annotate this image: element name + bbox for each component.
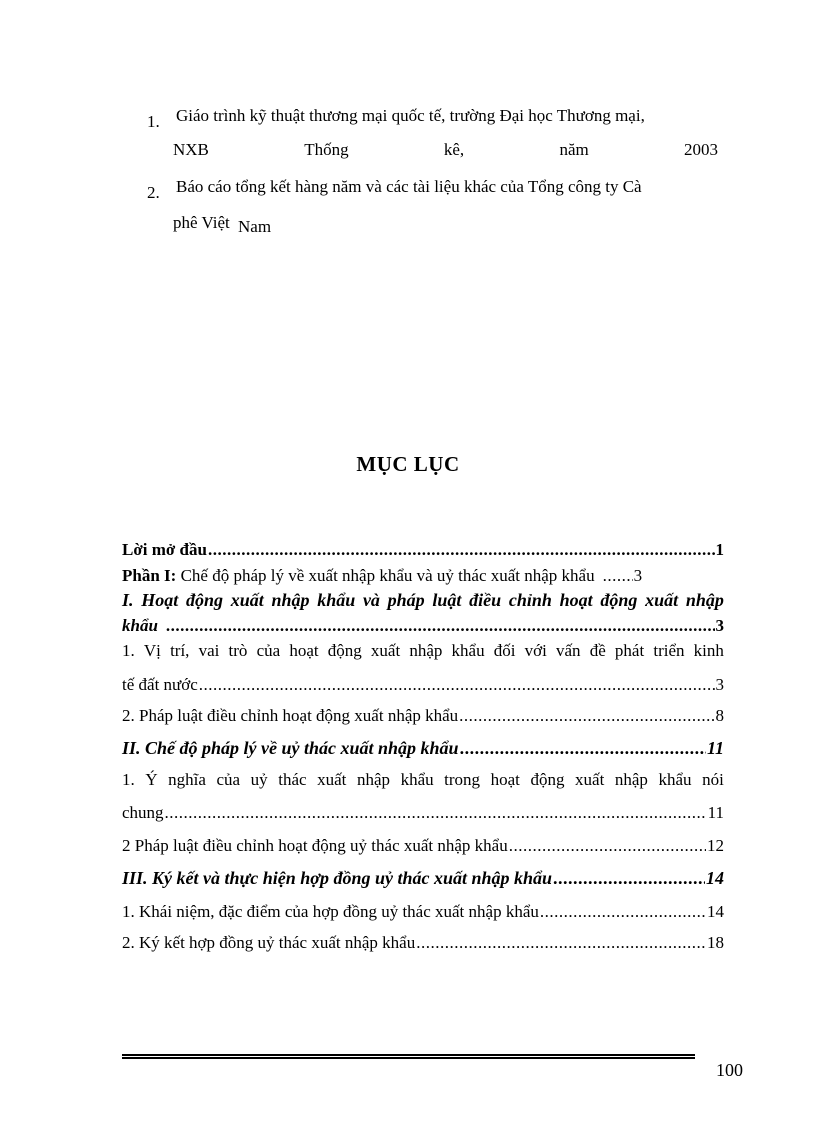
- toc-entry-3-1[interactable]: [122, 902, 724, 922]
- toc-dot-leader: [553, 868, 705, 889]
- toc-page-number: 18: [707, 933, 724, 952]
- toc-word: xuất: [645, 590, 679, 610]
- reference-1-word: Thống: [304, 140, 349, 159]
- toc-page-number: 3: [633, 566, 643, 585]
- toc-entry-3-2[interactable]: [122, 933, 724, 953]
- reference-1-line2: [173, 140, 718, 160]
- toc-word: hoạt: [559, 590, 593, 610]
- reference-2-number: 2.: [147, 183, 160, 202]
- toc-entry-text: 1. Khái niệm, đặc điểm của hợp đồng uỷ thác xuất nhập khẩu: [122, 902, 539, 921]
- toc-word: phát: [614, 641, 645, 660]
- toc-entry-1-2[interactable]: [122, 706, 724, 726]
- toc-page-number: 8: [715, 706, 724, 725]
- toc-dot-leader: [460, 738, 706, 759]
- toc-dot-leader: [459, 706, 714, 726]
- toc-page-number: 12: [707, 836, 724, 855]
- toc-dot-leader: [603, 566, 633, 586]
- toc-word: đối: [493, 641, 516, 660]
- toc-word: khẩu: [451, 641, 485, 660]
- toc-word: Vị: [143, 641, 161, 660]
- toc-entry-text: 2. Pháp luật điều chỉnh hoạt động xuất nhập khẩu: [122, 706, 459, 725]
- reference-2-line2-start: phê Việt: [173, 213, 230, 232]
- toc-word: vai: [198, 641, 220, 660]
- toc-page-number: 14: [706, 868, 724, 888]
- toc-word: và: [362, 590, 380, 610]
- reference-1-word: kê,: [443, 140, 465, 159]
- toc-word: nói: [702, 770, 724, 789]
- toc-word: chỉnh: [508, 590, 552, 610]
- toc-word: nhập: [356, 770, 390, 789]
- toc-word: kinh: [693, 641, 724, 660]
- toc-word: khẩu: [317, 590, 356, 610]
- toc-word: trong: [444, 770, 481, 789]
- toc-page-number: 3: [715, 616, 724, 635]
- toc-dot-leader: [166, 616, 715, 636]
- toc-title: MỤC LỤC: [356, 452, 460, 476]
- page-number: 100: [716, 1060, 743, 1080]
- toc-word: I.: [122, 590, 134, 610]
- toc-entry-2-1-line1[interactable]: [122, 770, 724, 790]
- toc-word: xuất: [230, 590, 264, 610]
- toc-word: của: [256, 641, 281, 660]
- toc-entry-1-1-line1[interactable]: [122, 641, 724, 661]
- toc-dot-leader: [165, 803, 707, 823]
- toc-entry-section-2[interactable]: [122, 738, 724, 759]
- footer-divider: [122, 1054, 695, 1059]
- toc-entry-text: 2. Ký kết hợp đồng uỷ thác xuất nhập khẩu: [122, 933, 416, 952]
- toc-word: động: [327, 641, 362, 660]
- toc-word: Ý: [145, 770, 158, 789]
- toc-entry-section-1-line2[interactable]: [122, 616, 724, 636]
- toc-word: của: [216, 770, 241, 789]
- toc-entry-text: 2 Pháp luật điều chỉnh hoạt động uỷ thác xuất nhập khẩu: [122, 836, 508, 855]
- toc-word: khẩu: [400, 770, 434, 789]
- toc-entry-2-1-line2[interactable]: [122, 803, 724, 823]
- toc-word: luật: [432, 590, 462, 610]
- toc-word: động: [600, 590, 638, 610]
- toc-entry-text: khẩu: [122, 616, 158, 635]
- toc-word: hoạt: [490, 770, 520, 789]
- toc-word: hoạt: [289, 641, 319, 660]
- toc-word: điều: [469, 590, 502, 610]
- toc-word: nghĩa: [168, 770, 206, 789]
- toc-page-number: 14: [707, 902, 724, 921]
- toc-word: xuất: [575, 770, 605, 789]
- reference-1-line1: Giáo trình kỹ thuật thương mại quốc tế, trường Đại học Thương mại,: [176, 106, 645, 125]
- toc-entry-intro[interactable]: [122, 540, 724, 560]
- toc-entry-text: chung: [122, 803, 164, 822]
- toc-entry-section-3[interactable]: [122, 868, 724, 889]
- reference-1-word: NXB: [173, 140, 209, 159]
- toc-word: trò: [228, 641, 248, 660]
- toc-entry-text: III. Ký kết và thực hiện hợp đồng uỷ thác xuất nhập khẩu: [122, 868, 553, 888]
- toc-page-number: 11: [707, 803, 724, 822]
- toc-word: trí,: [170, 641, 190, 660]
- toc-word: khẩu: [658, 770, 692, 789]
- toc-word: vấn: [556, 641, 581, 660]
- toc-dot-leader: [509, 836, 706, 856]
- reference-2-line2-tail: Nam: [238, 217, 272, 236]
- reference-2-line2: [173, 213, 272, 236]
- reference-1-number: 1.: [147, 112, 160, 131]
- toc-page-number: 1: [715, 540, 724, 559]
- toc-word: nhập: [614, 770, 648, 789]
- toc-word: đề: [589, 641, 606, 660]
- toc-word: thác: [278, 770, 307, 789]
- toc-dot-leader: [416, 933, 706, 953]
- reference-1-word: 2003: [684, 140, 718, 159]
- toc-entry-text: Chế độ pháp lý về xuất nhập khẩu và uỷ thác xuất nhập khẩu: [176, 566, 595, 585]
- toc-word: động: [185, 590, 223, 610]
- toc-word: uỷ: [250, 770, 268, 789]
- toc-page-number: 3: [715, 675, 724, 694]
- reference-2-line1: Báo cáo tổng kết hàng năm và các tài liệu khác của Tổng công ty Cà: [176, 177, 642, 196]
- toc-word: nhập: [271, 590, 310, 610]
- toc-word: với: [524, 641, 547, 660]
- toc-entry-lead: Phần I:: [122, 566, 177, 585]
- toc-entry-text: tế đất nước: [122, 675, 198, 694]
- reference-1-word: năm: [559, 140, 589, 159]
- toc-dot-leader: [199, 675, 715, 695]
- toc-word: 1.: [122, 641, 135, 660]
- toc-word: pháp: [387, 590, 425, 610]
- toc-page-number: 11: [706, 738, 724, 758]
- toc-word: nhập: [685, 590, 724, 610]
- toc-word: xuất: [370, 641, 401, 660]
- toc-word: xuất: [317, 770, 347, 789]
- toc-word: triển: [653, 641, 685, 660]
- toc-word: 1.: [122, 770, 135, 789]
- toc-entry-section-1-line1[interactable]: [122, 590, 724, 611]
- toc-entry-text: II. Chế độ pháp lý về uỷ thác xuất nhập khẩu: [122, 738, 459, 758]
- toc-entry-2-2[interactable]: [122, 836, 724, 856]
- toc-entry-text: Lời mở đầu: [122, 540, 207, 559]
- toc-word: nhập: [409, 641, 443, 660]
- toc-dot-leader: [540, 902, 706, 922]
- toc-dot-leader: [208, 540, 715, 560]
- toc-word: Hoạt: [141, 590, 179, 610]
- toc-word: động: [530, 770, 565, 789]
- toc-entry-1-1-line2[interactable]: [122, 675, 724, 695]
- toc-entry-part-1[interactable]: [122, 566, 724, 586]
